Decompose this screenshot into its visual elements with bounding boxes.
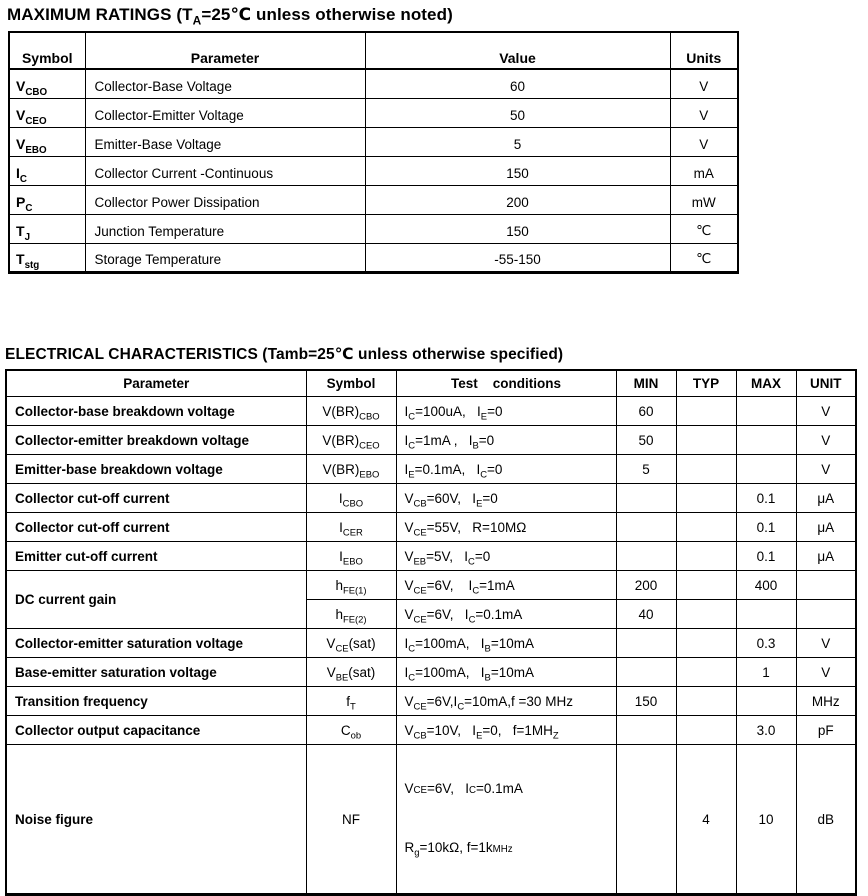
- symbol-cell: $V_{BE}(sat)$: [306, 658, 396, 687]
- parameter-cell: Base-emitter saturation voltage: [6, 658, 306, 687]
- parameter-cell: Collector cut-off current: [6, 484, 306, 513]
- parameter-cell: Collector-Base Voltage: [85, 69, 365, 98]
- min-cell: [616, 629, 676, 658]
- header-min: MIN: [616, 370, 676, 397]
- header-symbol: Symbol: [306, 370, 396, 397]
- conditions-cell: $V_{EB}=5V$, $I_C=0$: [396, 542, 616, 571]
- typ-cell: [676, 629, 736, 658]
- table-row: [6, 484, 856, 513]
- typ-cell: [676, 513, 736, 542]
- header-symbol: Symbol: [9, 32, 85, 69]
- value-cell: 150: [365, 214, 670, 243]
- min-cell: [616, 745, 676, 895]
- symbol-cell: $h_{FE(2)}$: [306, 600, 396, 629]
- max-cell: [736, 426, 796, 455]
- units-cell: mW: [670, 185, 738, 214]
- symbol-cell: $I_C$: [9, 156, 85, 185]
- table-row: [6, 687, 856, 716]
- table-row: [6, 716, 856, 745]
- parameter-cell: Collector-Emitter Voltage: [85, 98, 365, 127]
- max-cell: 10: [736, 745, 796, 895]
- units-cell: V: [670, 69, 738, 98]
- max-cell: 0.3: [736, 629, 796, 658]
- header-max: MAX: [736, 370, 796, 397]
- parameter-cell: Noise figure: [6, 745, 306, 895]
- symbol-cell: $T_{stg}$: [9, 243, 85, 272]
- table-row: [6, 571, 856, 600]
- conditions-cell: [396, 745, 616, 895]
- parameter-cell: Transition frequency: [6, 687, 306, 716]
- units-cell: V: [670, 127, 738, 156]
- value-cell: 50: [365, 98, 670, 127]
- typ-cell: [676, 426, 736, 455]
- parameter-cell: Emitter-Base Voltage: [85, 127, 365, 156]
- table-row: [9, 69, 738, 98]
- table-row: [6, 455, 856, 484]
- table-row: [9, 127, 738, 156]
- conditions-cell: $I_C=100mA$, $I_B=10mA$: [396, 658, 616, 687]
- conditions-cell: $I_E=0.1mA$, $I_C=0$: [396, 455, 616, 484]
- typ-cell: [676, 687, 736, 716]
- header-units: Units: [670, 32, 738, 69]
- conditions-cell: $V_{CE}=6V$, $I_C=1mA$: [396, 571, 616, 600]
- typ-cell: [676, 542, 736, 571]
- parameter-cell: Collector Power Dissipation: [85, 185, 365, 214]
- parameter-cell: Junction Temperature: [85, 214, 365, 243]
- parameter-cell: Collector cut-off current: [6, 513, 306, 542]
- symbol-cell: $I_{CER}$: [306, 513, 396, 542]
- electrical-characteristics-title: ELECTRICAL CHARACTERISTICS (Tamb=25℃ unless otherwise specified): [5, 345, 868, 364]
- header-typ: TYP: [676, 370, 736, 397]
- unit-cell: V: [796, 629, 856, 658]
- typ-cell: [676, 658, 736, 687]
- value-cell: 200: [365, 185, 670, 214]
- typ-cell: [676, 716, 736, 745]
- conditions-cell: $V_{CB}=10V$, $I_E=0$, $f=1MH_Z$: [396, 716, 616, 745]
- table-row: [6, 745, 856, 895]
- unit-cell: μA: [796, 542, 856, 571]
- symbol-cell: $V(BR)_{EBO}$: [306, 455, 396, 484]
- header-parameter: Parameter: [85, 32, 365, 69]
- max-ratings-table: [8, 31, 739, 274]
- table-row: [9, 98, 738, 127]
- value-cell: 5: [365, 127, 670, 156]
- min-cell: 150: [616, 687, 676, 716]
- conditions-cell: $I_C=1mA$ , $I_B=0$: [396, 426, 616, 455]
- unit-cell: MHz: [796, 687, 856, 716]
- typ-cell: [676, 397, 736, 426]
- table-row: [6, 513, 856, 542]
- table-row: [6, 629, 856, 658]
- unit-cell: V: [796, 426, 856, 455]
- parameter-cell: Storage Temperature: [85, 243, 365, 272]
- max-ratings-section: [0, 5, 868, 274]
- typ-cell: 4: [676, 745, 736, 895]
- unit-cell: μA: [796, 484, 856, 513]
- max-cell: 3.0: [736, 716, 796, 745]
- parameter-cell: Collector-emitter breakdown voltage: [6, 426, 306, 455]
- unit-cell: V: [796, 455, 856, 484]
- unit-cell: dB: [796, 745, 856, 895]
- max-cell: 1: [736, 658, 796, 687]
- table-row: [6, 542, 856, 571]
- unit-cell: V: [796, 658, 856, 687]
- conditions-cell: $V_{CB}=60V$, $I_E=0$: [396, 484, 616, 513]
- min-cell: 50: [616, 426, 676, 455]
- header-parameter: Parameter: [6, 370, 306, 397]
- electrical-characteristics-section: [0, 345, 868, 896]
- value-cell: 150: [365, 156, 670, 185]
- min-cell: [616, 658, 676, 687]
- value-cell: -55-150: [365, 243, 670, 272]
- conditions-cell: $V_{CE}=55V$, R=10MΩ: [396, 513, 616, 542]
- min-cell: 60: [616, 397, 676, 426]
- min-cell: [616, 542, 676, 571]
- datasheet-page: [0, 5, 868, 799]
- max-cell: [736, 687, 796, 716]
- table-row: [9, 214, 738, 243]
- parameter-cell: Emitter-base breakdown voltage: [6, 455, 306, 484]
- unit-cell: [796, 600, 856, 629]
- symbol-cell: NF: [306, 745, 396, 895]
- unit-cell: V: [796, 397, 856, 426]
- header-value: Value: [365, 32, 670, 69]
- symbol-cell: $f_T$: [306, 687, 396, 716]
- max-cell: 400: [736, 571, 796, 600]
- symbol-cell: $V(BR)_{CEO}$: [306, 426, 396, 455]
- condition-line-1: VCE=6V, IC=0.1mA: [405, 775, 616, 804]
- min-cell: [616, 716, 676, 745]
- min-cell: 200: [616, 571, 676, 600]
- max-ratings-title: MAXIMUM RATINGS ($T_A=25℃$ unless otherwise noted): [7, 5, 868, 25]
- max-cell: [736, 455, 796, 484]
- max-ratings-header-row: [9, 32, 738, 69]
- conditions-cell: $V_{CE}=6V$, $I_C=0.1mA$: [396, 600, 616, 629]
- symbol-cell: $I_{CBO}$: [306, 484, 396, 513]
- min-cell: [616, 513, 676, 542]
- symbol-cell: $I_{EBO}$: [306, 542, 396, 571]
- symbol-cell: $P_C$: [9, 185, 85, 214]
- max-cell: 0.1: [736, 542, 796, 571]
- units-cell: mA: [670, 156, 738, 185]
- symbol-cell: $V_{CE}(sat)$: [306, 629, 396, 658]
- electrical-characteristics-table: [5, 369, 857, 896]
- unit-cell: [796, 571, 856, 600]
- conditions-cell: $V_{CE}=6V,I_C=10mA,f =30$ MHz: [396, 687, 616, 716]
- table-row: [9, 185, 738, 214]
- units-cell: ℃: [670, 214, 738, 243]
- typ-cell: [676, 484, 736, 513]
- table-row: [9, 156, 738, 185]
- parameter-cell: Collector-emitter saturation voltage: [6, 629, 306, 658]
- min-cell: 5: [616, 455, 676, 484]
- parameter-cell: Emitter cut-off current: [6, 542, 306, 571]
- symbol-cell: $V_{CBO}$: [9, 69, 85, 98]
- typ-cell: [676, 600, 736, 629]
- min-cell: [616, 484, 676, 513]
- symbol-cell: $h_{FE(1)}$: [306, 571, 396, 600]
- value-cell: 60: [365, 69, 670, 98]
- units-cell: V: [670, 98, 738, 127]
- max-cell: [736, 600, 796, 629]
- header-unit: UNIT: [796, 370, 856, 397]
- typ-cell: [676, 571, 736, 600]
- condition-line-2: $R_g=10k\Omega$, f=1kMHz: [405, 834, 616, 863]
- symbol-cell: $V(BR)_{CBO}$: [306, 397, 396, 426]
- parameter-cell: DC current gain: [6, 571, 306, 629]
- parameter-cell: Collector-base breakdown voltage: [6, 397, 306, 426]
- table-row: [6, 658, 856, 687]
- table-row: [9, 243, 738, 272]
- symbol-cell: $V_{CEO}$: [9, 98, 85, 127]
- unit-cell: pF: [796, 716, 856, 745]
- table-row: [6, 397, 856, 426]
- units-cell: ℃: [670, 243, 738, 272]
- electrical-header-row: [6, 370, 856, 397]
- symbol-cell: $C_{ob}$: [306, 716, 396, 745]
- unit-cell: μA: [796, 513, 856, 542]
- parameter-cell: Collector output capacitance: [6, 716, 306, 745]
- max-cell: [736, 397, 796, 426]
- typ-cell: [676, 455, 736, 484]
- max-cell: 0.1: [736, 513, 796, 542]
- max-cell: 0.1: [736, 484, 796, 513]
- min-cell: 40: [616, 600, 676, 629]
- header-test-conditions: Test conditions: [396, 370, 616, 397]
- conditions-cell: $I_C=100uA$, $I_E=0$: [396, 397, 616, 426]
- table-row: [6, 426, 856, 455]
- conditions-cell: $I_C=100mA$, $I_B=10mA$: [396, 629, 616, 658]
- symbol-cell: $V_{EBO}$: [9, 127, 85, 156]
- symbol-cell: $T_J$: [9, 214, 85, 243]
- parameter-cell: Collector Current -Continuous: [85, 156, 365, 185]
